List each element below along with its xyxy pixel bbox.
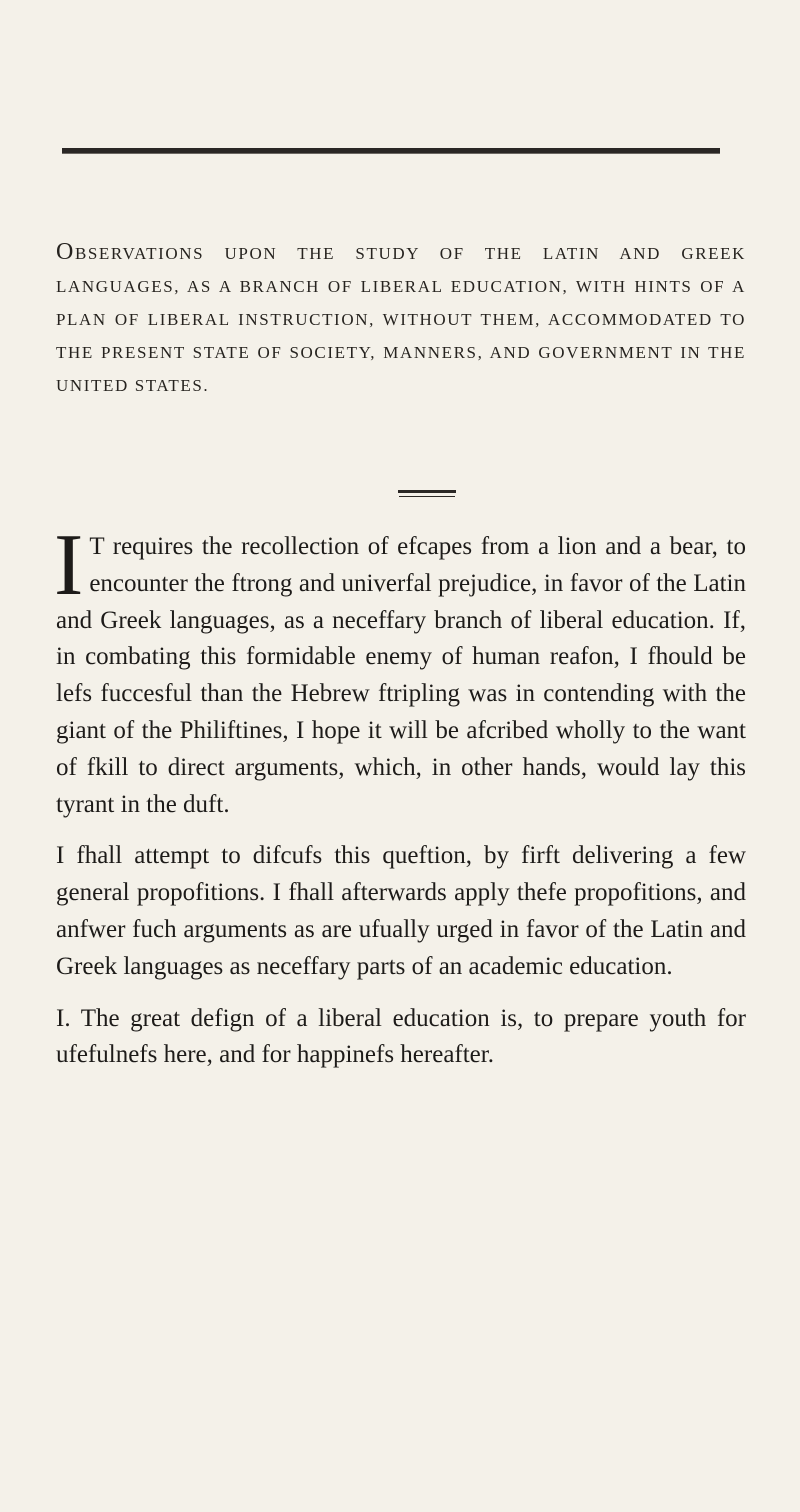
- chapter-heading: OBSERVATIONS UPON THE STUDY OF THE LATIN AND GREEK LANGUAGES, AS A BRANCH OF LIBERAL EDUCATION, WITH HINTS OF A PLAN OF LIBERAL INSTRUCTION, WITHOUT THEM, ACCOMMODATED TO THE PRESENT STATE OF SOCIETY, MANNERS, AND GOVERNMENT IN THE UNITED STATES.: [56, 239, 746, 395]
- section-divider: [398, 490, 456, 493]
- paragraph-1-text: T requires the recollection of efcapes from a lion and a bear, to encounter the ftrong and univerfal prejudice, in favor of the Latin and Greek languages, as a neceffary branch of liberal education. If, in combating this formidable enemy of human reafon, I fhould be lefs fuccesful than the Hebrew ftripling was in contending with the giant of the Philiftines, I hope it will be afcribed wholly to the want of fkill to direct arguments, which, in other hands, would lay this tyrant in the duft.: [56, 533, 746, 818]
- top-rule: [62, 148, 720, 154]
- paragraph-2: I fhall attempt to difcufs this queftion, by firft delivering a few general propofitions. I fhall afterwards apply thefe propofitions, and anfwer fuch arguments as are ufually urged in favor of the Latin and Greek languages as neceffary parts of an academic education.: [56, 842, 746, 980]
- body-text: [54, 517, 746, 1074]
- drop-cap: I: [54, 517, 84, 614]
- paragraph-3: I. The great defign of a liberal education is, to prepare youth for ufefulnefs here, and for happinefs hereafter.: [56, 1004, 746, 1069]
- paragraph-1: [54, 517, 746, 823]
